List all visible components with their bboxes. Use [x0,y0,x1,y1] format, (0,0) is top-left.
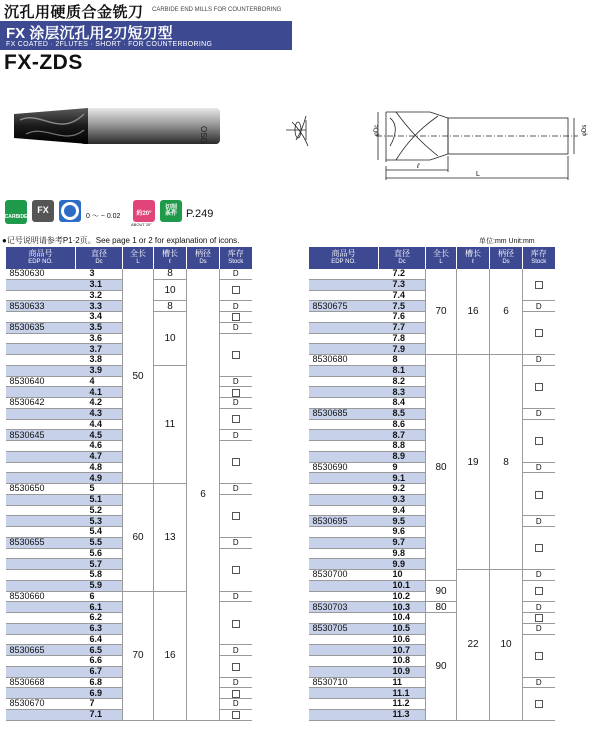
shank-diameter-cell: 10 [490,570,523,721]
diameter: 4.8 [76,462,123,473]
diameter: 11.3 [379,709,426,720]
stock-cell: D [220,537,252,548]
stock-cell: D [220,591,252,602]
diameter: 4.3 [76,408,123,419]
diameter: 10.8 [379,656,426,667]
edp-number: 8530645 [6,430,76,441]
edp-number [309,537,379,548]
flute-length-cell: 13 [154,484,187,592]
stock-box-icon [232,690,240,698]
diameter: 3 [76,269,123,279]
edp-number [309,494,379,505]
edp-number [6,548,76,559]
stock-cell: D [523,677,555,688]
diameter: 10.4 [379,613,426,624]
edp-number [309,666,379,677]
edp-number [309,430,379,441]
edp-number: 8530680 [309,355,379,366]
diameter: 3.8 [76,355,123,366]
edp-number [6,634,76,645]
stock-box-icon [535,491,543,499]
stock-cell: D [220,677,252,688]
stock-box-icon [232,663,240,671]
units: 单位:mm Unit:mm [479,238,535,245]
edp-number [6,441,76,452]
stock-box-icon [535,700,543,708]
edp-number [309,656,379,667]
stock-checkbox [220,602,252,645]
table-row [309,269,555,279]
diameter: 10.5 [379,623,426,634]
edp-number [309,322,379,333]
diameter: 7.4 [379,290,426,301]
diameter: 5.5 [76,537,123,548]
edp-number [309,279,379,290]
col-dc: 直径 Dc [76,247,123,269]
stock-checkbox [220,279,252,301]
diameter: 6.1 [76,602,123,613]
edp-number [6,290,76,301]
stock-checkbox [523,312,555,355]
edp-number: 8530675 [309,301,379,312]
stock-box-icon [232,415,240,423]
edp-number: 8530690 [309,462,379,473]
edp-number [309,484,379,495]
col-stock: 库存 Stock [220,247,252,269]
diameter: 6.8 [76,677,123,688]
col-edp: 商品号 EDP NO. [6,247,76,269]
stock-checkbox [220,441,252,484]
diameter: 6.4 [76,634,123,645]
stock-checkbox [220,333,252,376]
shank-diameter-cell: 8 [490,355,523,570]
diameter: 10.7 [379,645,426,656]
diameter: 7.8 [379,333,426,344]
edp-number [6,408,76,419]
edp-number [309,376,379,387]
shank-mark: OSG [199,126,208,144]
col-overall-length: 全长 L [426,247,457,269]
cutting-conditions-icon: 切削 条件 [160,200,182,222]
overall-length-cell: 50 [123,269,154,484]
flute-length-cell: 16 [154,591,187,720]
edp-number [309,473,379,484]
edp-number [309,441,379,452]
diameter: 10.3 [379,602,426,613]
edp-number [309,333,379,344]
overall-length-cell: 80 [426,355,457,581]
edp-number [309,548,379,559]
stock-cell: D [523,462,555,473]
flute-length-cell: 10 [154,312,187,366]
edp-number [309,699,379,710]
diameter: 5 [76,484,123,495]
page-reference[interactable]: P.249 [186,208,214,220]
diameter: 3.9 [76,365,123,376]
overall-length-cell: 70 [426,269,457,355]
stock-cell: D [220,430,252,441]
diameter: 4.7 [76,451,123,462]
diameter: 9.4 [379,505,426,516]
dc-label: φDc [374,124,380,136]
edp-number: 8530705 [309,623,379,634]
diameter: 4.1 [76,387,123,398]
edp-number [6,473,76,484]
edp-number [6,462,76,473]
edp-number: 8530670 [6,699,76,710]
diameter: 11.1 [379,688,426,699]
fx-coating-icon: FX [32,200,54,222]
col-flute-length: 槽长 ℓ [457,247,490,269]
diameter: 9.8 [379,548,426,559]
stock-cell: D [220,699,252,710]
edp-number [6,279,76,290]
stock-checkbox [523,634,555,677]
diameter: 5.6 [76,548,123,559]
stock-box-icon [232,389,240,397]
edp-number [309,613,379,624]
col-shank-dia: 柄径 Ds [490,247,523,269]
stock-checkbox [523,688,555,720]
edp-number [6,387,76,398]
title-jp: 沉孔用硬质合金铣刀 [4,4,144,21]
diameter: 3.6 [76,333,123,344]
diameter: 11 [379,677,426,688]
edp-number: 8530665 [6,645,76,656]
stock-box-icon [535,383,543,391]
diameter: 4.5 [76,430,123,441]
edp-number: 8530685 [309,408,379,419]
product-photo [10,100,225,152]
helix-angle-icon: 約20° [133,200,155,222]
stock-cell: D [220,398,252,409]
flute-length-cell: 11 [154,365,187,483]
diameter: 4.6 [76,441,123,452]
spec-table-left [5,247,252,721]
stock-box-icon [535,281,543,289]
edp-number [6,355,76,366]
col-edp: 商品号 EDP NO. [309,247,379,269]
stock-box-icon [232,313,240,321]
edp-number [6,709,76,720]
diameter: 7.5 [379,301,426,312]
stock-box-icon [232,512,240,520]
diameter: 8.3 [379,387,426,398]
diameter: 8.9 [379,451,426,462]
col-shank-dia: 柄径 Ds [187,247,220,269]
edp-number: 8530655 [6,537,76,548]
diameter: 6.7 [76,666,123,677]
flute-length-cell: 16 [457,269,490,355]
subtitle-jp: FX 涂层沉孔用2刃短刃型 [6,25,173,42]
diameter: 3.7 [76,344,123,355]
stock-box-icon [232,620,240,628]
stock-box-icon [535,652,543,660]
diameter: 4.2 [76,398,123,409]
stock-cell: D [523,301,555,312]
edp-number [6,666,76,677]
stock-checkbox [523,580,555,602]
tolerance-icon [59,200,81,222]
diameter: 8.8 [379,441,426,452]
diameter: 8.5 [379,408,426,419]
table-row [309,355,555,366]
diameter: 7.2 [379,269,426,279]
diameter: 9.2 [379,484,426,495]
stock-checkbox [523,365,555,408]
diameter: 6.5 [76,645,123,656]
edp-number [6,613,76,624]
stock-cell: D [523,516,555,527]
diameter: 10.2 [379,591,426,602]
diameter: 9.9 [379,559,426,570]
stock-checkbox [220,494,252,537]
edp-number [6,312,76,323]
edp-number [309,709,379,720]
helix-angle-note: ABOUT 20° [131,222,152,227]
edp-number [6,365,76,376]
stock-box-icon [232,566,240,574]
edp-number [309,365,379,376]
edp-number [309,505,379,516]
stock-box-icon [232,351,240,359]
diameter: 9 [379,462,426,473]
stock-checkbox [220,548,252,591]
edp-number [6,580,76,591]
diameter: 7.6 [379,312,426,323]
edp-number: 8530710 [309,677,379,688]
diameter: 3.5 [76,322,123,333]
stock-cell: D [220,484,252,495]
diameter: 9.7 [379,537,426,548]
stock-checkbox [220,656,252,678]
stock-cell: D [523,408,555,419]
stock-cell: D [220,269,252,279]
ds-label: φDs [582,124,588,136]
edp-number [309,527,379,538]
edp-number [6,656,76,667]
diameter: 6.6 [76,656,123,667]
diameter: 7.1 [76,709,123,720]
diameter: 6.3 [76,623,123,634]
edp-number [309,344,379,355]
diameter: 7 [76,699,123,710]
diameter: 10.6 [379,634,426,645]
edp-number: 8530703 [309,602,379,613]
diameter: 9.6 [379,527,426,538]
diameter: 4 [76,376,123,387]
diameter: 9.1 [379,473,426,484]
edp-number [309,290,379,301]
stock-box-icon [232,286,240,294]
stock-checkbox [523,419,555,462]
edp-number: 8530668 [6,677,76,688]
edp-number [6,516,76,527]
overall-length-cell: 90 [426,613,457,721]
icon-note: ●记号说明请参考P1·2页。See page 1 or 2 for explanation of icons. [2,236,240,245]
flute-length-cell: 22 [457,570,490,721]
edp-number: 8530633 [6,301,76,312]
diameter: 8.6 [379,419,426,430]
stock-box-icon [535,587,543,595]
diameter: 7.7 [379,322,426,333]
model-name: FX-ZDS [4,51,83,74]
edp-number [6,333,76,344]
stock-checkbox [220,387,252,398]
col-stock: 库存 Stock [523,247,555,269]
stock-cell: D [220,322,252,333]
technical-drawing [278,100,598,190]
subtitle-en: FX COATED · 2FLUTES · SHORT · FOR COUNTERBORING [6,41,213,48]
flute-length-cell: 10 [154,279,187,301]
edp-number: 8530630 [6,269,76,279]
edp-number [309,419,379,430]
edp-number [6,527,76,538]
diameter: 8.7 [379,430,426,441]
edp-number [6,344,76,355]
stock-checkbox [220,709,252,720]
stock-cell: D [523,355,555,366]
stock-cell: D [523,623,555,634]
diameter: 9.5 [379,516,426,527]
diameter: 8.1 [379,365,426,376]
diameter: 11.2 [379,699,426,710]
flute-length-cell: 8 [154,301,187,312]
tolerance-value: 0 ～ − 0.02 [86,213,121,220]
diameter: 7.9 [379,344,426,355]
diameter: 5.9 [76,580,123,591]
diameter: 8.4 [379,398,426,409]
col-flute-length: 槽长 ℓ [154,247,187,269]
edp-number [309,591,379,602]
flute-length-cell: 19 [457,355,490,570]
edp-number [309,634,379,645]
stock-box-icon [535,329,543,337]
diameter: 6 [76,591,123,602]
flute-length-cell: 8 [154,269,187,279]
shank-diameter-cell: 6 [490,269,523,355]
diameter: 9.3 [379,494,426,505]
stock-checkbox [220,408,252,430]
edp-number: 8530660 [6,591,76,602]
diameter: 5.3 [76,516,123,527]
edp-number [309,645,379,656]
diameter: 3.2 [76,290,123,301]
edp-number [309,269,379,279]
edp-number: 8530700 [309,570,379,581]
diameter: 3.3 [76,301,123,312]
edp-number [309,312,379,323]
diameter: 3.4 [76,312,123,323]
edp-number [309,580,379,591]
stock-checkbox [523,613,555,624]
edp-number [6,570,76,581]
edp-number: 8530650 [6,484,76,495]
diameter: 4.9 [76,473,123,484]
diameter: 8 [379,355,426,366]
edp-number [6,688,76,699]
edp-number [6,494,76,505]
edp-number [6,505,76,516]
diameter: 5.7 [76,559,123,570]
diameter: 5.2 [76,505,123,516]
diameter: 6.9 [76,688,123,699]
col-overall-length: 全长 L [123,247,154,269]
edp-number: 8530695 [309,516,379,527]
stock-cell: D [523,602,555,613]
edp-number: 8530635 [6,322,76,333]
diameter: 10.1 [379,580,426,591]
stock-checkbox [523,473,555,516]
diameter: 7.3 [379,279,426,290]
edp-number [309,451,379,462]
shank-diameter-cell: 6 [187,269,220,720]
diameter: 3.1 [76,279,123,290]
edp-number [6,623,76,634]
stock-box-icon [535,544,543,552]
edp-number [309,559,379,570]
edp-number [6,419,76,430]
edp-number: 8530640 [6,376,76,387]
overall-length-cell: 90 [426,580,457,602]
stock-box-icon [232,711,240,719]
stock-checkbox [523,527,555,570]
stock-box-icon [232,458,240,466]
flute-length-label: ℓ [417,163,420,170]
diameter: 10.9 [379,666,426,677]
table-row [6,269,252,279]
edp-number: 8530642 [6,398,76,409]
title-en: CARBIDE END MILLS FOR COUNTERBORING [152,7,282,13]
diameter: 4.4 [76,419,123,430]
edp-number [6,559,76,570]
stock-box-icon [535,437,543,445]
col-dc: 直径 Dc [379,247,426,269]
edp-number [6,602,76,613]
stock-cell: D [220,301,252,312]
edp-number [309,398,379,409]
stock-checkbox [220,688,252,699]
edp-number [6,451,76,462]
diameter: 5.4 [76,527,123,538]
diameter: 8.2 [379,376,426,387]
overall-length-label: L [476,171,480,178]
overall-length-cell: 60 [123,484,154,592]
edp-number [309,688,379,699]
stock-box-icon [535,614,543,622]
diameter: 5.8 [76,570,123,581]
carbide-icon: CARBIDE [5,200,27,224]
stock-checkbox [220,312,252,323]
diameter: 10 [379,570,426,581]
overall-length-cell: 80 [426,602,457,613]
diameter: 6.2 [76,613,123,624]
stock-checkbox [523,269,555,301]
overall-length-cell: 70 [123,591,154,720]
stock-cell: D [220,645,252,656]
stock-cell: D [220,376,252,387]
stock-cell: D [523,570,555,581]
diameter: 5.1 [76,494,123,505]
spec-table-right [308,247,555,721]
edp-number [309,387,379,398]
